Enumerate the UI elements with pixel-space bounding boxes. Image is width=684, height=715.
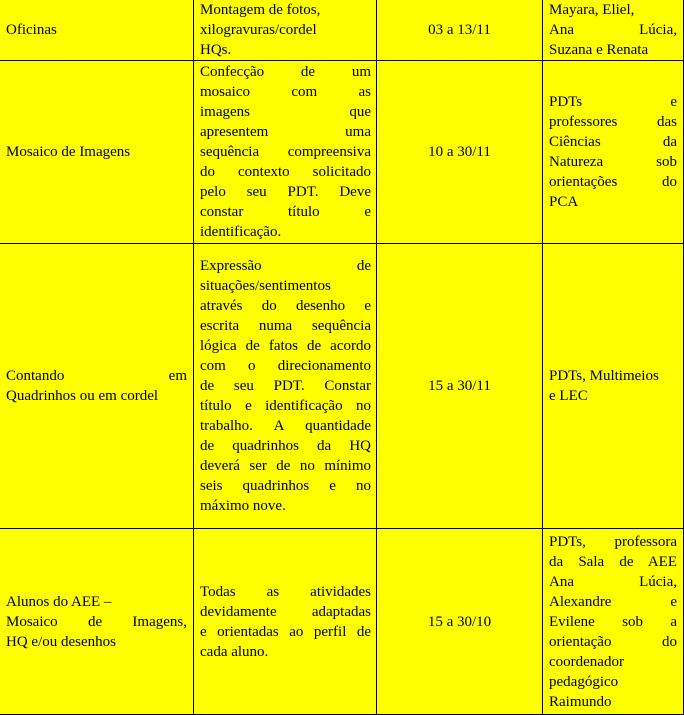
description-line: do contexto solicitado (200, 164, 371, 180)
description-line: seis quadrinhos e no (200, 478, 371, 494)
activity-name: Mosaico de Imagens, (6, 613, 187, 630)
activity-cell (0, 61, 194, 244)
description-line: trabalho. A quantidade (200, 418, 371, 434)
description-cell (194, 529, 377, 715)
description-line: Todas as atividades (200, 583, 371, 600)
period-cell (377, 244, 543, 529)
description-line: pelo seu PDT. Deve (200, 184, 371, 200)
description-line: devidamente adaptadas (200, 603, 371, 620)
period-text: 10 a 30/11 (428, 144, 491, 160)
responsible-line: professores das (549, 114, 677, 130)
description-line: constar título e (200, 204, 371, 220)
description-line: Expressão de (200, 258, 371, 274)
activity-name: HQ e/ou desenhos (6, 633, 116, 650)
activity-cell (0, 529, 194, 715)
description-line: HQs. (200, 42, 232, 58)
activity-name: Mosaico de Imagens (6, 144, 131, 160)
description-line: Montagem de fotos, (200, 2, 321, 18)
description-line: através do desenho e (200, 298, 371, 314)
activity-name: Quadrinhos ou em cordel (6, 388, 159, 404)
description-line: Confecção de um (200, 64, 371, 80)
description-line: identificação. (200, 224, 282, 240)
responsible-line: da Sala de AEE (549, 553, 677, 570)
responsible-line: PCA (549, 194, 579, 210)
description-cell (194, 61, 377, 244)
description-line: título e identificação no (200, 398, 371, 414)
responsible-line: Alexandre e (549, 593, 677, 610)
responsible-line: Raimundo (549, 693, 612, 710)
responsible-line: Suzana e Renata (549, 42, 649, 58)
responsible-cell (543, 61, 684, 244)
activity-cell (0, 0, 194, 61)
description-line: e orientadas ao perfil de (200, 623, 371, 640)
table-row (0, 529, 684, 715)
description-cell (194, 244, 377, 529)
period-cell (377, 529, 543, 715)
activity-name: Alunos do AEE – (6, 593, 112, 610)
responsible-cell (543, 0, 684, 61)
description-cell (194, 0, 377, 61)
period-text: 03 a 13/11 (428, 22, 491, 38)
description-line: de seu PDT. Constar (200, 378, 371, 394)
responsible-line: Ana Lúcia, (549, 22, 677, 38)
responsible-line: Ciências da (549, 134, 677, 150)
period-cell (377, 0, 543, 61)
table-row (0, 0, 684, 61)
table-row (0, 61, 684, 244)
responsible-cell (543, 244, 684, 529)
responsible-line: PDTs e (549, 94, 677, 110)
description-line: mosaico com as (200, 84, 371, 100)
responsible-line: PDTs, professora (549, 533, 677, 550)
responsible-line: Ana Lúcia, (549, 573, 677, 590)
description-line: escrita numa sequência (200, 318, 371, 334)
description-line: máximo nove. (200, 498, 286, 514)
period-cell (377, 61, 543, 244)
description-line: sequência compreensiva (200, 144, 371, 160)
responsible-line: Mayara, Eliel, (549, 2, 635, 18)
description-line: com o direcionamento (200, 358, 371, 374)
description-line: deverá ser de no mínimo (200, 458, 371, 474)
activity-cell (0, 244, 194, 529)
responsible-line: coordenador (549, 653, 624, 670)
responsible-line: PDTs, Multimeios (549, 368, 659, 384)
activity-name: Oficinas (6, 22, 57, 38)
responsible-line: Evilene sob a (549, 613, 677, 630)
responsible-cell (543, 529, 684, 715)
activity-name: Contando em (6, 368, 187, 384)
description-line: xilogravuras/cordel (200, 22, 317, 38)
description-line: lógica de fatos de acordo (200, 338, 371, 354)
responsible-line: orientação do (549, 633, 677, 650)
table-row (0, 244, 684, 529)
description-line: situações/sentimentos (200, 278, 331, 294)
period-text: 15 a 30/10 (427, 613, 492, 630)
responsible-line: pedagógico (549, 673, 619, 690)
responsible-line: orientações do (549, 174, 677, 190)
description-line: de quadrinhos da HQ (200, 438, 371, 454)
responsible-line: Natureza sob (549, 154, 677, 170)
description-line: cada aluno. (200, 643, 269, 660)
responsible-line: e LEC (549, 388, 588, 404)
period-text: 15 a 30/11 (428, 378, 491, 394)
description-line: apresentem uma (200, 124, 371, 140)
description-line: imagens que (200, 104, 371, 120)
